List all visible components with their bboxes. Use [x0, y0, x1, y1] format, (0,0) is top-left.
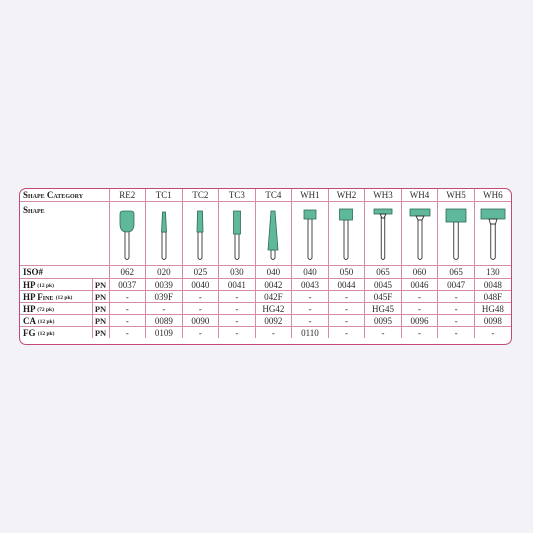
part-number-cell: 0044 [328, 279, 365, 291]
part-number-cell: - [401, 291, 438, 303]
part-number-cell: 039F [146, 291, 183, 303]
pn-label: PN [92, 315, 109, 327]
part-number-cell: 0040 [182, 279, 219, 291]
shape-cell-tc2 [182, 202, 219, 266]
row-label [20, 303, 92, 315]
iso-cell-tc3: 030 [219, 266, 256, 279]
shape-category-label: Shape Category [20, 189, 109, 202]
part-number-cell: 0043 [292, 279, 329, 291]
part-number-cell: - [109, 303, 146, 315]
shape-cell-wh4 [401, 202, 438, 266]
row-label-pack: (12 pk) [37, 318, 55, 325]
iso-cell-tc2: 025 [182, 266, 219, 279]
column-header-wh3: WH3 [365, 189, 402, 202]
part-number-cell: - [146, 303, 183, 315]
part-number-cell: 048F [474, 291, 511, 303]
part-number-cell: - [401, 327, 438, 339]
part-number-cell: - [255, 327, 292, 339]
bur-tc-thin-icon [149, 206, 179, 262]
part-number-cell: - [109, 291, 146, 303]
table-row [20, 315, 511, 327]
iso-cell-wh6: 130 [474, 266, 511, 279]
column-header-tc4: TC4 [255, 189, 292, 202]
part-number-cell: - [438, 327, 475, 339]
part-number-cell: - [219, 303, 256, 315]
column-header-wh2: WH2 [328, 189, 365, 202]
pn-label: PN [92, 327, 109, 339]
table-row [20, 327, 511, 339]
part-number-cell: HG48 [474, 303, 511, 315]
part-number-cell: 0046 [401, 279, 438, 291]
iso-cell-wh5: 065 [438, 266, 475, 279]
bur-wh-block-icon [441, 206, 471, 262]
bur-tc-med-icon [185, 206, 215, 262]
row-label-sub: Fine [37, 291, 54, 302]
part-number-cell: - [438, 315, 475, 327]
shape-cell-wh1 [292, 202, 329, 266]
shape-cell-wh3 [365, 202, 402, 266]
part-number-cell: 0041 [219, 279, 256, 291]
iso-cell-wh3: 065 [365, 266, 402, 279]
bur-tc-long-icon [258, 206, 288, 262]
part-number-cell: - [491, 327, 495, 338]
part-number-cell: 0098 [474, 315, 511, 327]
bur-wh-wide-icon [478, 206, 508, 262]
part-number-cell: - [219, 315, 256, 327]
part-number-cell: 0048 [474, 279, 511, 291]
part-number-cell: - [219, 327, 256, 339]
column-header-wh4: WH4 [401, 189, 438, 202]
part-number-cell: - [328, 303, 365, 315]
part-number-cell: 0090 [182, 315, 219, 327]
part-number-cell: - [328, 315, 365, 327]
shape-cell-wh2 [328, 202, 365, 266]
shape-cell-tc1 [146, 202, 183, 266]
part-number-cell: - [109, 327, 146, 339]
part-number-cell: 042F [255, 291, 292, 303]
part-number-cell: HG45 [365, 303, 402, 315]
shape-cell-wh6 [474, 202, 511, 266]
part-number-cell: - [438, 291, 475, 303]
bur-re-icon [112, 206, 142, 262]
column-header-wh6: WH6 [474, 189, 511, 202]
part-number-cell: - [182, 291, 219, 303]
table-row [20, 279, 511, 291]
row-label-type: HP [23, 279, 36, 290]
row-label-pack: (12 pk) [55, 294, 73, 301]
part-number-cell: 0047 [438, 279, 475, 291]
shape-cell-tc4 [255, 202, 292, 266]
part-number-cell: - [401, 303, 438, 315]
pn-label: PN [92, 303, 109, 315]
column-header-tc2: TC2 [182, 189, 219, 202]
shape-cell-tc3 [219, 202, 256, 266]
part-number-cell: - [292, 303, 329, 315]
part-number-cell: - [182, 303, 219, 315]
header-row [20, 189, 511, 202]
part-number-cell: 0096 [401, 315, 438, 327]
column-header-wh1: WH1 [292, 189, 329, 202]
row-label [20, 279, 92, 291]
part-number-cell: - [292, 315, 329, 327]
part-number-cell: 0109 [146, 327, 183, 339]
part-number-cell: - [328, 291, 365, 303]
shape-row [20, 202, 511, 266]
part-number-cell: 0037 [109, 279, 146, 291]
row-label-pack: (12 pk) [37, 330, 55, 337]
row-label-type: HP [23, 291, 36, 302]
shape-cell-wh5 [438, 202, 475, 266]
row-label [20, 291, 92, 303]
iso-label: ISO# [20, 266, 109, 279]
bur-wh-small-icon [295, 206, 325, 262]
shape-category-table-card [19, 188, 512, 345]
bur-tc-wide-icon [222, 206, 252, 262]
row-label-type: FG [23, 327, 36, 338]
part-number-cell: 0039 [146, 279, 183, 291]
part-number-cell: 0092 [255, 315, 292, 327]
part-number-cell: - [292, 291, 329, 303]
part-number-cell: - [182, 327, 219, 339]
table-row [20, 291, 511, 303]
part-number-cell: 0095 [365, 315, 402, 327]
iso-row [20, 266, 511, 279]
bur-wh-disc-icon [368, 206, 398, 262]
bur-wh-med-icon [331, 206, 361, 262]
shape-label: Shape [20, 202, 109, 266]
part-number-cell: 0045 [365, 279, 402, 291]
part-number-cell: - [219, 291, 256, 303]
column-header-re2: RE2 [109, 189, 146, 202]
part-number-cell: - [365, 327, 402, 339]
row-label-type: CA [23, 315, 36, 326]
iso-cell-tc4: 040 [255, 266, 292, 279]
table-row [20, 303, 511, 315]
row-label-pack: (12 pk) [37, 282, 54, 289]
pn-label: PN [92, 291, 109, 303]
row-label-pack: (72 pk) [37, 306, 54, 313]
iso-cell-tc1: 020 [146, 266, 183, 279]
part-number-cell: - [438, 303, 475, 315]
bur-wh-flat-icon [405, 206, 435, 262]
shape-category-table [20, 189, 511, 338]
row-label-type: HP [23, 303, 36, 314]
part-number-cell: HG42 [255, 303, 292, 315]
column-header-wh5: WH5 [438, 189, 475, 202]
row-label [20, 315, 92, 327]
iso-cell-re2: 062 [109, 266, 146, 279]
column-header-tc1: TC1 [146, 189, 183, 202]
part-number-cell: 0110 [292, 327, 329, 339]
shape-cell-re2 [109, 202, 146, 266]
iso-cell-wh4: 060 [401, 266, 438, 279]
column-header-tc3: TC3 [219, 189, 256, 202]
iso-cell-wh1: 040 [292, 266, 329, 279]
part-number-cell: - [109, 315, 146, 327]
pn-label: PN [92, 279, 109, 291]
part-number-cell: 045F [365, 291, 402, 303]
row-label [20, 327, 92, 339]
iso-cell-wh2: 050 [328, 266, 365, 279]
part-number-cell: - [328, 327, 365, 339]
part-number-cell: 0042 [255, 279, 292, 291]
part-number-cell: 0089 [146, 315, 183, 327]
